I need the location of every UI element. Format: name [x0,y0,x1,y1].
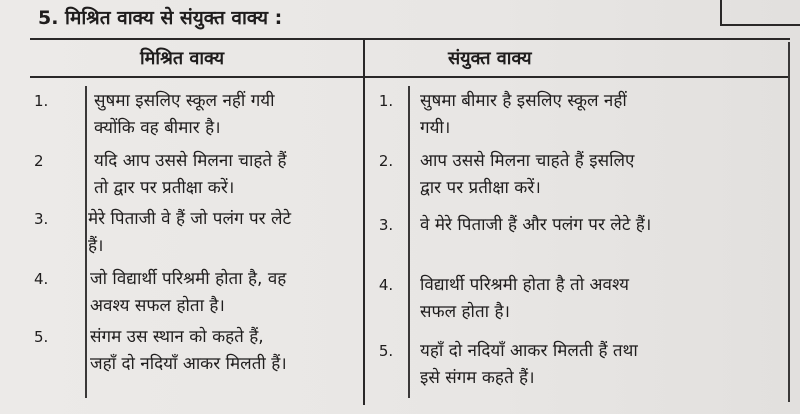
row-line: वे मेरे पिताजी हैं और पलंग पर लेटे हैं। [420,215,652,235]
conversion-table [30,38,790,405]
row-line: अवश्य सफल होता है। [90,296,225,316]
row-number: 1. [378,92,394,110]
row-line: क्योंकि वह बीमार है। [94,118,221,138]
row-line: तो द्वार पर प्रतीक्षा करें। [94,178,235,198]
table-right-border [788,42,790,402]
row-number: 3. [34,210,49,228]
row-number: 4. [378,276,394,294]
top-box-border [720,0,800,26]
row-number: 1. [34,92,49,110]
row-number: 2 [34,152,44,170]
row-line: द्वार पर प्रतीक्षा करें। [420,178,541,198]
row-line: यहाँ दो नदियाँ आकर मिलती हैं तथा [420,341,638,361]
row-line: संगम उस स्थान को कहते हैं, [90,327,264,347]
row-line: इसे संगम कहते हैं। [420,368,535,388]
row-line: सुषमा बीमार है इसलिए स्कूल नहीं [420,91,627,111]
row-line: आप उससे मिलना चाहते हैं इसलिए [420,151,635,171]
row-number: 3. [378,216,394,234]
left-column-header: मिश्रित वाक्य [140,48,225,69]
left-number-separator [85,86,87,398]
row-line: विद्यार्थी परिश्रमी होता है तो अवश्य [420,275,630,295]
column-divider [363,40,365,405]
header-rule [30,76,790,78]
row-number: 5. [34,328,49,346]
row-line: जहाँ दो नदियाँ आकर मिलती हैं। [90,354,287,374]
row-line: सुषमा इसलिए स्कूल नहीं गयी [94,91,275,111]
row-line: मेरे पिताजी वे हैं जो पलंग पर लेटे [88,209,292,229]
row-line: सफल होता है। [420,302,510,322]
row-number: 4. [34,270,49,288]
row-line: जो विद्यार्थी परिश्रमी होता है, वह [90,269,287,289]
row-number: 2. [378,152,394,170]
right-column-header: संयुक्त वाक्य [448,48,532,69]
row-line: यदि आप उससे मिलना चाहते हैं [94,151,287,171]
row-line: हैं। [88,236,104,256]
right-number-separator [408,86,410,398]
row-number: 5. [378,342,394,360]
row-line: गयी। [420,118,451,138]
section-heading: 5. मिश्रित वाक्य से संयुक्त वाक्य : [38,7,283,29]
